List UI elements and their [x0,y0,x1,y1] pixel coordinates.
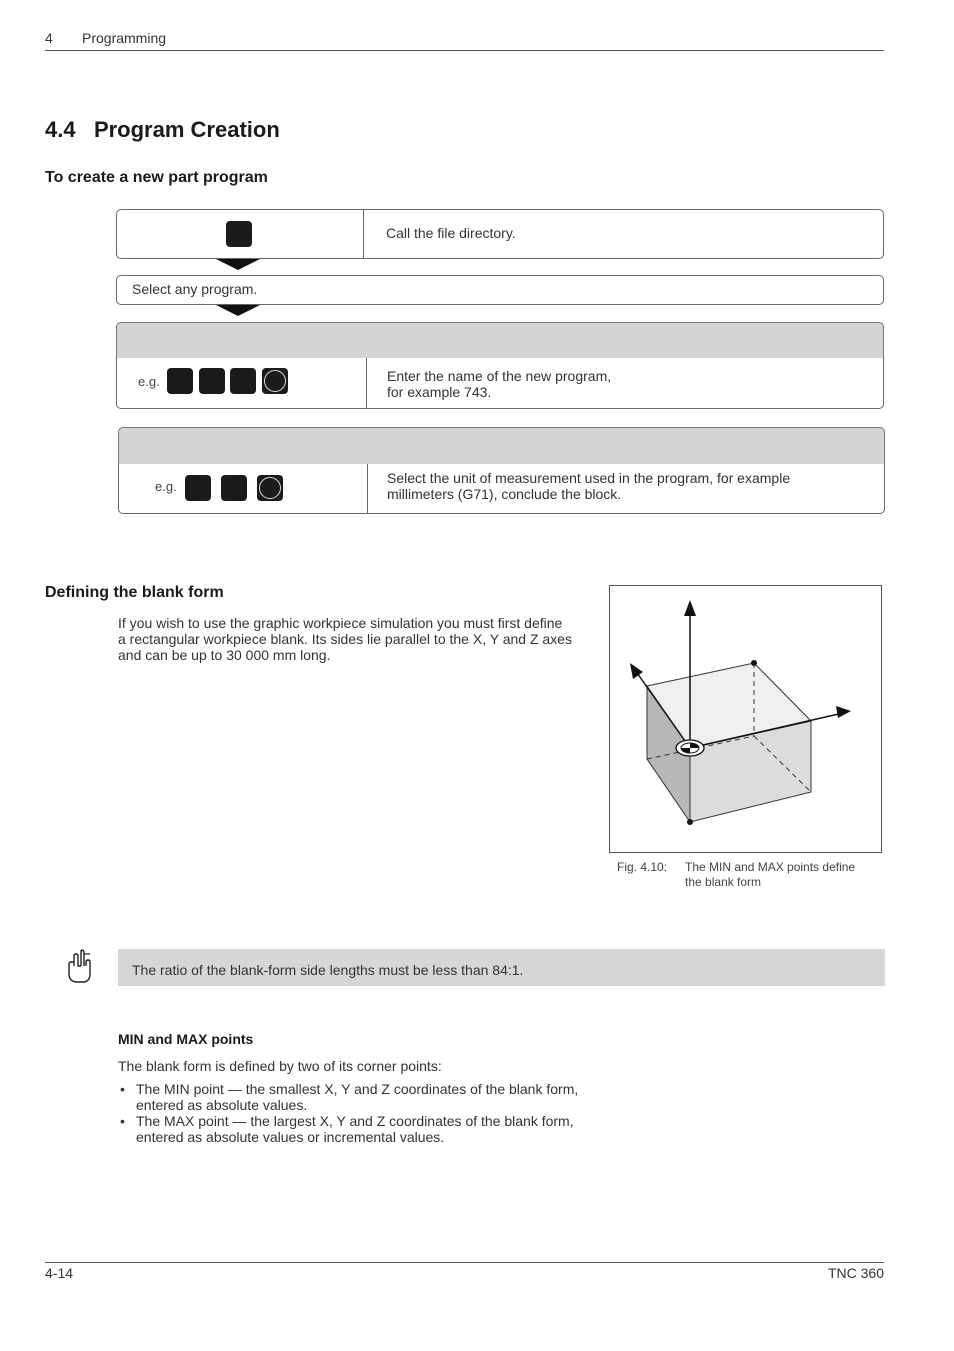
step-1-box [116,209,884,259]
digit-7-key-icon[interactable] [167,368,193,394]
end-block-key-icon[interactable] [257,475,283,501]
eg-label: e.g. [155,479,177,494]
figure-caption [685,860,855,890]
bullet-1-line2: entered as absolute values. [136,1097,308,1113]
flow-arrow-icon [216,259,260,270]
step-3-text-line1: Enter the name of the new program, [387,368,612,384]
product-name: TNC 360 [827,1265,884,1281]
chapter-title: Programming [82,30,167,46]
minmax-bullet-list [118,1081,578,1145]
page-number: 4-14 [45,1265,74,1281]
bullet-2-line2: entered as absolute values or incremental values. [136,1129,445,1145]
header-rule [45,50,884,51]
max-point-marker [751,660,757,666]
subsection-title-create: To create a new part program [45,169,268,186]
step-3-box [116,358,884,409]
step-divider [363,210,364,258]
section-number: 4.4 [45,117,76,142]
step-4-text-line1: Select the unit of measurement used in the program, for example [387,470,791,486]
y-axis-arrow-icon [630,663,643,679]
minmax-title: MIN and MAX points [118,1031,254,1047]
list-item: • The MAX point — the largest X, Y and Z coordinates of the blank form, entered as absolute values or incremental values. [118,1113,578,1145]
step-4-box [118,464,885,514]
digit-4-key-icon[interactable] [199,368,225,394]
blank-form-figure [609,585,882,853]
dialog-band-unit [118,427,885,465]
z-axis-arrow-icon [684,600,696,616]
section-heading [45,117,280,143]
step-divider [367,464,368,513]
blank-form-para-line2: a rectangular workpiece blank. Its sides lie parallel to the X, Y and Z axes [118,631,572,647]
step-3-text-line2: for example 743. [387,384,492,400]
bullet-2-line1: The MAX point — the largest X, Y and Z coordinates of the blank form, [136,1113,574,1129]
minmax-intro: The blank form is defined by two of its corner points: [118,1058,442,1074]
figure-caption-line2: the blank form [685,875,762,889]
pointing-hand-icon [68,948,94,984]
subsection-title-blank-form: Defining the blank form [45,584,224,601]
x-axis-arrow-icon [836,706,851,718]
figure-caption-line1: The MIN and MAX points define [685,860,856,874]
list-item: • The MIN point — the smallest X, Y and Z coordinates of the blank form, entered as absolute values. [120,1081,579,1113]
eg-label: e.g. [138,374,160,389]
step-divider [366,358,367,408]
step-4-text-line2: millimeters (G71), conclude the block. [387,486,622,502]
blank-form-para-line3: and can be up to 30 000 mm long. [118,647,331,663]
step-2-box [116,275,884,305]
chapter-number: 4 [45,30,53,46]
mm-key-icon[interactable] [185,475,211,501]
note-text: The ratio of the blank-form side lengths must be less than 84:1. [132,962,524,978]
section-title: Program Creation [93,117,280,142]
blank-form-cube-diagram [610,586,881,852]
footer-rule [45,1262,884,1263]
dialog-band-program-name [116,322,884,359]
flow-arrow-icon [216,305,260,316]
blank-form-para-line1: If you wish to use the graphic workpiece simulation you must first define [118,615,563,631]
step-1-text: Call the file directory. [386,225,516,241]
min-point-marker [687,819,693,825]
step-2-text: Select any program. [132,281,258,297]
mm-confirm-key-icon[interactable] [221,475,247,501]
figure-label: Fig. 4.10: [617,860,668,874]
bullet-1-line1: The MIN point — the smallest X, Y and Z coordinates of the blank form, [136,1081,579,1097]
ent-key-icon[interactable] [262,368,288,394]
note-box [118,949,885,986]
digit-3-key-icon[interactable] [230,368,256,394]
pgm-mgt-key-icon[interactable] [226,221,252,247]
